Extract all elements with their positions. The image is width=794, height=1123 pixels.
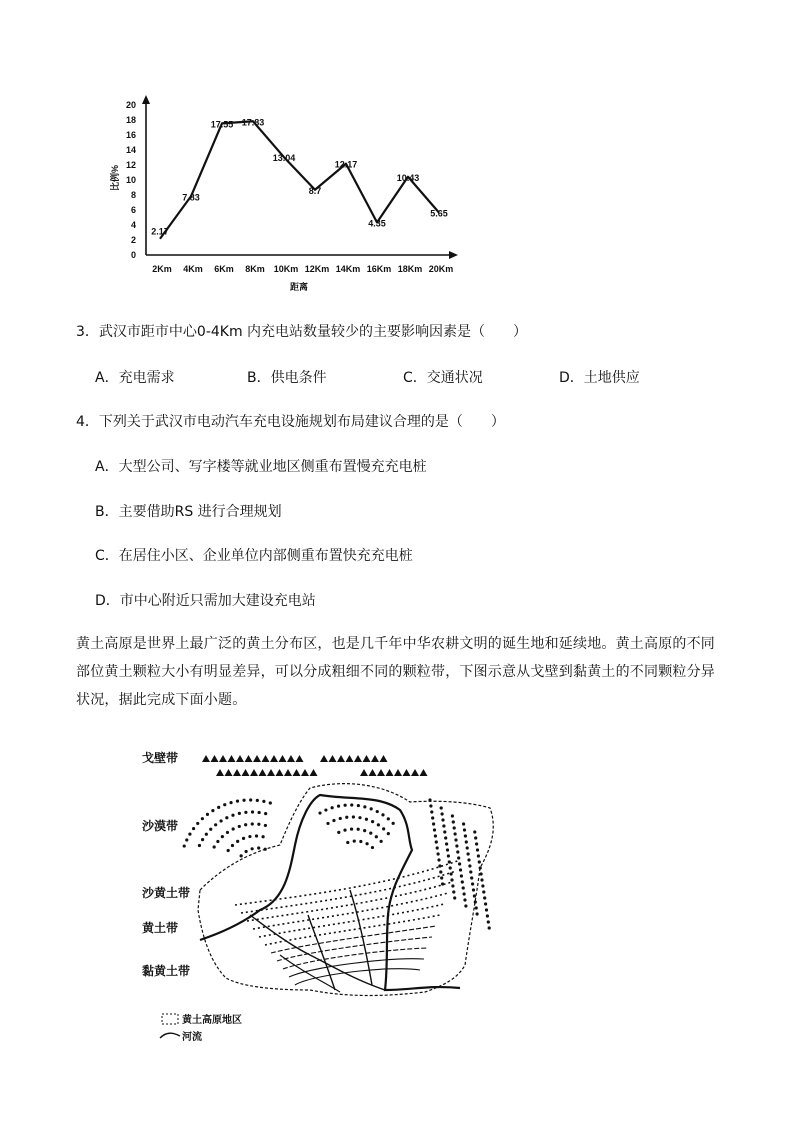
- desert-dot: [432, 822, 435, 825]
- desert-dot: [392, 822, 395, 825]
- desert-dot: [211, 809, 214, 812]
- band-label-loess: 黄土带: [142, 921, 179, 935]
- desert-dot: [480, 878, 483, 881]
- gobi-triangle: [225, 769, 233, 776]
- gobi-triangle: [279, 755, 287, 762]
- q4-option-a[interactable]: A．大型公司、写字楼等就业地区侧重布置慢充充电桩: [95, 459, 427, 475]
- desert-dot: [371, 846, 374, 849]
- loess-bands: [235, 860, 460, 985]
- desert-dot: [485, 908, 488, 911]
- data-label: 2.17: [151, 226, 169, 237]
- desert-dot: [465, 840, 468, 843]
- gobi-triangle: [270, 755, 278, 762]
- gobi-triangle: [420, 769, 428, 776]
- desert-dot: [258, 811, 261, 814]
- desert-dot: [472, 888, 475, 891]
- desert-dot: [452, 820, 455, 823]
- desert-dot: [376, 810, 379, 813]
- desert-dot: [463, 828, 466, 831]
- desert-dot: [473, 894, 476, 897]
- desert-dot: [244, 823, 247, 826]
- legend-boundary-label: 黄土高原地区: [182, 1015, 242, 1026]
- gobi-triangle: [202, 755, 210, 762]
- desert-dot: [248, 835, 251, 838]
- y-tick-label: 16: [125, 130, 136, 140]
- desert-dot: [209, 828, 212, 831]
- desert-dot: [256, 799, 259, 802]
- desert-dot: [365, 842, 368, 845]
- gobi-triangle: [245, 755, 253, 762]
- desert-dot: [219, 819, 222, 822]
- desert-dot: [369, 832, 372, 835]
- band-label-desert: 沙漠带: [142, 819, 179, 833]
- q3-option-b[interactable]: B．供电条件: [247, 370, 327, 386]
- gobi-triangle: [267, 769, 275, 776]
- desert-dot: [262, 835, 265, 838]
- desert-dot: [183, 844, 186, 847]
- desert-dot: [476, 912, 479, 915]
- desert-dot: [459, 868, 462, 871]
- desert-dot: [370, 807, 373, 810]
- question-4-stem: 4．下列关于武汉市电动汽车充电设施规划布局建议合理的是（ ）: [76, 414, 505, 430]
- desert-dot: [471, 882, 474, 885]
- gobi-triangle: [253, 755, 261, 762]
- y-tick-label: 10: [125, 175, 136, 185]
- x-axis-label: 距离: [289, 282, 309, 292]
- desert-dot: [453, 896, 456, 899]
- x-tick-label: 2Km: [152, 264, 172, 274]
- desert-dot: [363, 829, 366, 832]
- river-branch-4: [280, 955, 340, 992]
- desert-dot: [192, 827, 195, 830]
- x-tick-label: 20Km: [428, 264, 454, 274]
- desert-dot: [343, 829, 346, 832]
- gobi-triangle: [236, 755, 244, 762]
- passage: 黄土高原是世界上最广泛的黄土分布区，也是几千年中华农耕文明的诞生地和延续地。黄土高原的不同部位黄土颗粒大小有明显差异，可以分成粗细不同的颗粒带，下图示意从戈壁到黏黄土的不同颗粒分异状况，据此完成下面小题。: [76, 636, 715, 708]
- desert-dot: [185, 838, 188, 841]
- desert-dot: [467, 852, 470, 855]
- gobi-triangle: [337, 755, 345, 762]
- desert-dot: [439, 870, 442, 873]
- desert-dot: [454, 838, 457, 841]
- desert-dot: [437, 852, 440, 855]
- desert-dot: [352, 815, 355, 818]
- desert-dot: [450, 878, 453, 881]
- x-tick-label: 16Km: [366, 264, 392, 274]
- desert-dot: [441, 818, 444, 821]
- data-label: 17.83: [241, 117, 265, 128]
- q3-option-d[interactable]: D．土地供应: [559, 370, 640, 386]
- desert-dot: [462, 822, 465, 825]
- gobi-triangles: [202, 755, 428, 776]
- desert-dot: [324, 808, 327, 811]
- desert-dot: [255, 834, 258, 837]
- desert-dot: [381, 813, 384, 816]
- desert-dot: [435, 840, 438, 843]
- desert-dot: [387, 832, 390, 835]
- x-tick-label: 18Km: [397, 264, 423, 274]
- desert-dot: [198, 844, 201, 847]
- legend-river-label: 河流: [182, 1032, 202, 1043]
- data-label: 8.7: [308, 185, 322, 196]
- desert-dot: [476, 848, 479, 851]
- legend-boundary-swatch: [162, 1014, 178, 1024]
- gobi-triangle: [228, 755, 236, 762]
- gobi-triangle: [369, 769, 377, 776]
- desert-dot: [461, 880, 464, 883]
- desert-dot: [444, 836, 447, 839]
- desert-dot: [196, 822, 199, 825]
- y-tick-label: 8: [130, 190, 136, 200]
- desert-dot: [433, 828, 436, 831]
- desert-dot: [455, 844, 458, 847]
- desert-dot: [245, 850, 248, 853]
- desert-dot: [240, 854, 243, 857]
- desert-dot: [451, 814, 454, 817]
- desert-dot: [217, 806, 220, 809]
- desert-dot: [474, 836, 477, 839]
- desert-dot: [257, 823, 260, 826]
- desert-dot: [337, 831, 340, 834]
- desert-dot: [353, 839, 356, 842]
- desert-dot: [346, 841, 349, 844]
- desert-dot: [445, 842, 448, 845]
- desert-dot: [457, 856, 460, 859]
- desert-dot: [332, 819, 335, 822]
- legend-river-swatch: [160, 1033, 180, 1038]
- gobi-triangle: [259, 769, 267, 776]
- desert-dot: [350, 803, 353, 806]
- desert-dot: [447, 854, 450, 857]
- y-tick-label: 2: [130, 235, 136, 245]
- gobi-triangle: [320, 755, 328, 762]
- desert-dot: [382, 827, 385, 830]
- desert-dot: [429, 804, 432, 807]
- desert-dot: [466, 846, 469, 849]
- x-tick-label: 12Km: [304, 264, 330, 274]
- desert-dot: [470, 876, 473, 879]
- gobi-triangle: [329, 755, 337, 762]
- data-label: 12.17: [334, 159, 358, 170]
- desert-dot: [380, 840, 383, 843]
- line-chart: [100, 85, 470, 300]
- band-label-clay-loess: 黏黄土带: [142, 964, 191, 978]
- desert-dot: [483, 896, 486, 899]
- desert-dot: [358, 816, 361, 819]
- desert-dot: [318, 811, 321, 814]
- desert-dot: [337, 805, 340, 808]
- loess-plateau-grain-band-map: [140, 740, 510, 1050]
- y-tick-label: 4: [130, 220, 136, 230]
- x-tick-label: 6Km: [214, 264, 234, 274]
- desert-dot: [463, 898, 466, 901]
- desert-dot: [223, 803, 226, 806]
- desert-dot: [251, 822, 254, 825]
- desert-dot: [475, 842, 478, 845]
- question-3-stem: 3．武汉市距市中心0-4Km 内充电站数量较少的主要影响因素是（ ）: [76, 324, 528, 340]
- desert-dot: [244, 811, 247, 814]
- desert-dot: [264, 812, 267, 815]
- desert-dot: [431, 816, 434, 819]
- data-label: 17.55: [210, 119, 234, 130]
- desert-dot: [262, 800, 265, 803]
- desert-dot: [441, 812, 444, 815]
- desert-dot: [232, 827, 235, 830]
- desert-dot: [231, 814, 234, 817]
- gobi-triangle: [296, 755, 304, 762]
- y-tick-label: 0: [130, 250, 136, 260]
- gobi-triangle: [216, 769, 224, 776]
- desert-dot: [475, 906, 478, 909]
- desert-dot: [440, 806, 443, 809]
- gobi-triangle: [262, 755, 270, 762]
- desert-dot: [344, 804, 347, 807]
- gobi-triangle: [211, 755, 219, 762]
- desert-dot: [350, 827, 353, 830]
- gobi-triangle: [242, 769, 250, 776]
- desert-dot: [345, 816, 348, 819]
- y-tick-label: 18: [125, 115, 136, 125]
- desert-dot: [221, 835, 224, 838]
- desert-dot: [436, 846, 439, 849]
- gobi-triangle: [354, 755, 362, 762]
- x-tick-label: 8Km: [245, 264, 265, 274]
- desert-dot: [473, 830, 476, 833]
- desert-dot: [451, 884, 454, 887]
- loess-band-line: [265, 915, 440, 945]
- desert-dot: [458, 862, 461, 865]
- desert-dot: [375, 835, 378, 838]
- gobi-triangle: [360, 769, 368, 776]
- q3-option-c[interactable]: C．交通状况: [403, 370, 483, 386]
- y-tick-label: 6: [130, 205, 136, 215]
- gobi-triangle: [233, 769, 241, 776]
- desert-dot: [251, 847, 254, 850]
- desert-dot: [371, 820, 374, 823]
- desert-dot: [377, 823, 380, 826]
- desert-dot: [446, 848, 449, 851]
- gobi-triangle: [363, 755, 371, 762]
- desert-dot: [488, 926, 491, 929]
- y-tick-label: 20: [125, 100, 136, 110]
- yellow-river: [200, 795, 460, 990]
- desert-dot: [464, 834, 467, 837]
- desert-dot: [201, 838, 204, 841]
- desert-dot: [365, 818, 368, 821]
- gobi-triangle: [377, 769, 385, 776]
- desert-dot: [430, 810, 433, 813]
- desert-dot: [440, 876, 443, 879]
- desert-dot: [242, 837, 245, 840]
- desert-dot: [188, 832, 191, 835]
- desert-dot: [454, 832, 457, 835]
- gobi-triangle: [380, 755, 388, 762]
- x-tick-label: 4Km: [183, 264, 203, 274]
- y-axis-label: 比例%: [110, 164, 120, 192]
- desert-dot: [226, 831, 229, 834]
- desert-dot: [238, 812, 241, 815]
- desert-dot: [464, 904, 467, 907]
- desert-dot: [387, 817, 390, 820]
- desert-dot: [486, 914, 489, 917]
- desert-dot: [463, 892, 466, 895]
- desert-dot: [469, 870, 472, 873]
- desert-dot: [437, 858, 440, 861]
- desert-dot: [225, 816, 228, 819]
- desert-dot: [480, 872, 483, 875]
- gobi-triangle: [219, 755, 227, 762]
- desert-dot: [453, 826, 456, 829]
- desert-dot: [227, 849, 230, 852]
- desert-dot: [456, 850, 459, 853]
- desert-dot: [460, 874, 463, 877]
- desert-dot: [213, 845, 216, 848]
- desert-dot: [269, 801, 272, 804]
- gobi-triangle: [394, 769, 402, 776]
- desert-dot: [231, 844, 234, 847]
- band-label-sandy-loess: 沙黄土带: [142, 886, 191, 900]
- gobi-triangle: [386, 769, 394, 776]
- desert-dot: [477, 854, 480, 857]
- gobi-triangle: [276, 769, 284, 776]
- desert-dot: [438, 864, 441, 867]
- q4-option-b[interactable]: B．主要借助RS 进行合理规划: [95, 504, 282, 520]
- data-label: 13.04: [272, 153, 296, 164]
- loess-band-line: [241, 871, 456, 913]
- gobi-triangle: [310, 769, 318, 776]
- desert-dot: [478, 860, 481, 863]
- q4-option-d[interactable]: D．市中心附近只需加大建设充电站: [95, 593, 316, 609]
- desert-dot: [242, 799, 245, 802]
- y-axis-arrow: [142, 95, 150, 104]
- desert-dot: [449, 866, 452, 869]
- y-tick-label: 14: [125, 145, 136, 155]
- desert-dot: [206, 813, 209, 816]
- desert-dot: [462, 886, 465, 889]
- desert-dot: [452, 890, 455, 893]
- data-label: 5.65: [430, 208, 448, 219]
- desert-dot: [257, 846, 260, 849]
- desert-dot: [251, 810, 254, 813]
- desert-dot: [359, 840, 362, 843]
- band-label-gobi: 戈壁带: [142, 751, 179, 765]
- desert-dot: [443, 830, 446, 833]
- desert-dot: [484, 902, 487, 905]
- x-tick-label: 10Km: [273, 264, 299, 274]
- desert-dot: [229, 801, 232, 804]
- loess-band-line: [253, 893, 448, 929]
- x-axis-arrow: [449, 251, 458, 259]
- desert-dot: [326, 822, 329, 825]
- gobi-triangle: [250, 769, 258, 776]
- gobi-triangle: [411, 769, 419, 776]
- desert-dot: [363, 805, 366, 808]
- desert-dot: [442, 824, 445, 827]
- data-label: 7.83: [182, 192, 200, 203]
- desert-dots: [183, 798, 491, 929]
- desert-dot: [238, 825, 241, 828]
- y-tick-label: 12: [125, 160, 136, 170]
- gobi-triangle: [284, 769, 292, 776]
- desert-dot: [482, 890, 485, 893]
- desert-dot: [214, 823, 217, 826]
- desert-dot: [249, 798, 252, 801]
- desert-dot: [236, 840, 239, 843]
- loess-band-line: [259, 904, 444, 937]
- desert-dot: [201, 817, 204, 820]
- desert-dot: [481, 884, 484, 887]
- desert-dot: [236, 800, 239, 803]
- data-label: 10.43: [396, 172, 420, 183]
- gobi-triangle: [293, 769, 301, 776]
- gobi-triangle: [371, 755, 379, 762]
- desert-dot: [264, 824, 267, 827]
- desert-dot: [448, 860, 451, 863]
- desert-dot: [357, 804, 360, 807]
- data-label: 4.35: [368, 218, 386, 229]
- desert-dot: [331, 806, 334, 809]
- desert-dot: [434, 834, 437, 837]
- desert-dot: [467, 858, 470, 861]
- q4-option-c[interactable]: C．在居住小区、企业单位内部侧重布置快充充电桩: [95, 548, 413, 564]
- desert-dot: [339, 817, 342, 820]
- gobi-triangle: [287, 755, 295, 762]
- q3-option-a[interactable]: A．充电需求: [95, 370, 175, 386]
- desert-dot: [468, 864, 471, 867]
- desert-dot: [487, 920, 490, 923]
- desert-dot: [205, 833, 208, 836]
- desert-dot: [216, 840, 219, 843]
- gobi-triangle: [403, 769, 411, 776]
- desert-dot: [357, 828, 360, 831]
- gobi-triangle: [301, 769, 309, 776]
- x-tick-label: 14Km: [335, 264, 361, 274]
- gobi-triangle: [346, 755, 354, 762]
